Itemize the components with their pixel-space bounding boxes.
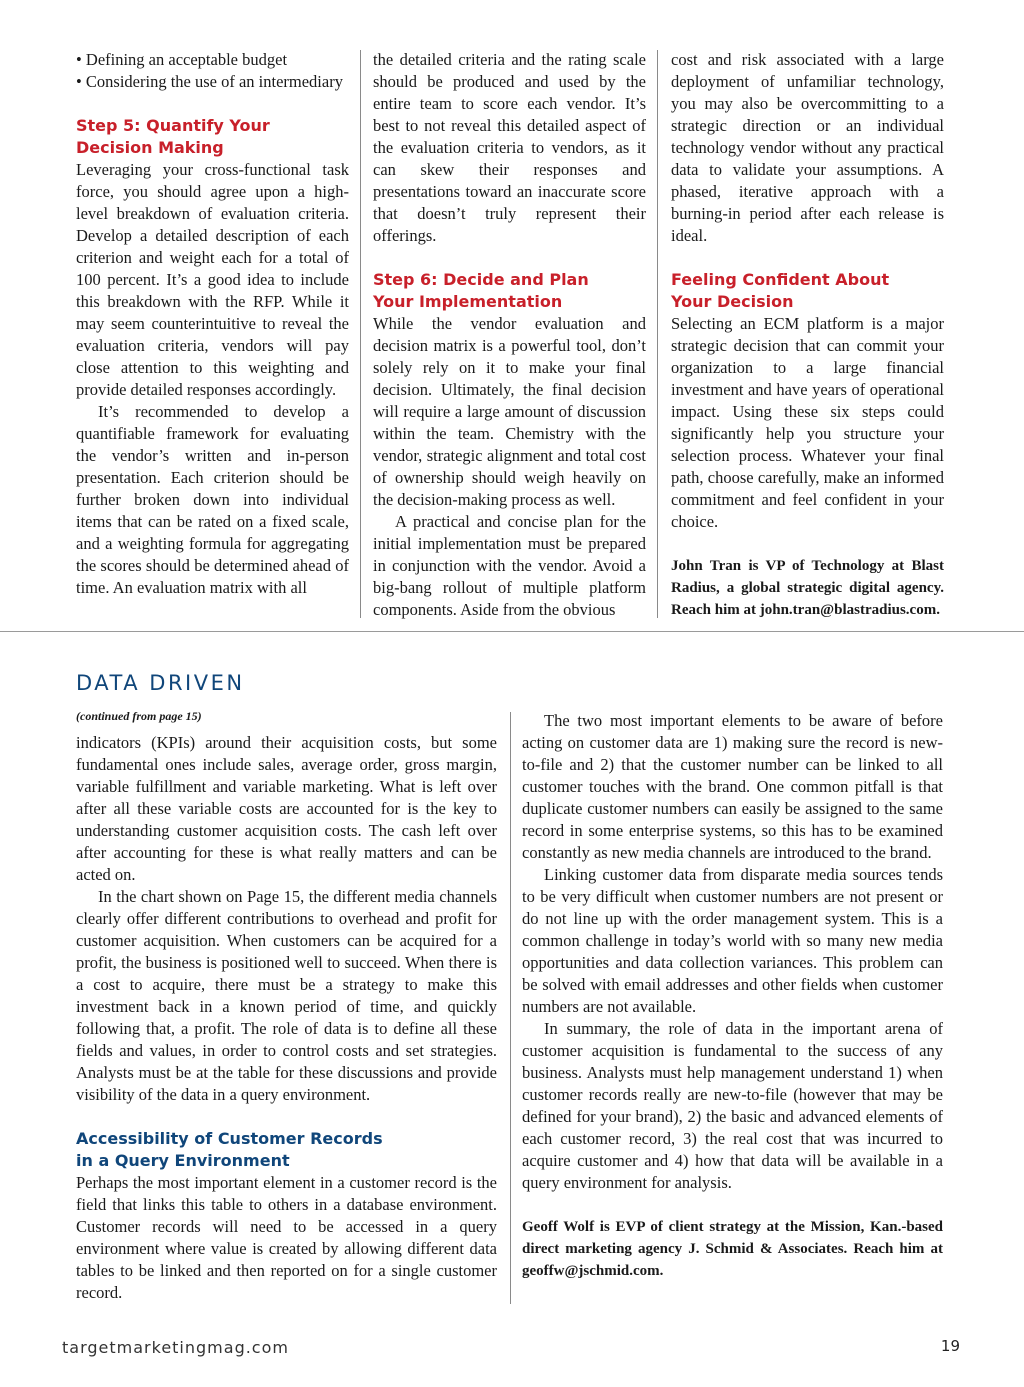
confidence-heading: Feeling Confident About Your Decision [671, 270, 890, 311]
paragraph: cost and risk associated with a large deployment of unfamiliar technology, you may also be overcommitting to a strategic direction or an individual technology vendor without any practical data to validate your assumptions. A phased, iterative approach with a burning-in period after each release is ideal. [671, 50, 944, 245]
paragraph: Selecting an ECM platform is a major strategic decision that can commit your organization to a large financial investment and have years of operational impact. Using these six steps could significantly help you structure your selection process. Whatever your final path, choose carefully, make an informed commitment and feel confident in your choice. [671, 314, 944, 531]
footer-site-url: targetmarketingmag.com [62, 1338, 289, 1357]
section-title: DATA DRIVEN [76, 671, 245, 695]
paragraph: the detailed criteria and the rating scale should be produced and used by the entire team to score each vendor. It’s best to not reveal this detailed aspect of the evaluation criteria to vendors, as it can skew their responses and presentations toward an inaccurate score that doesn’t truly represent their offerings. [373, 50, 646, 245]
author-bio: John Tran is VP of Technology at Blast Radius, a global strategic digital agency. Reach him at john.tran@blastradius.com. [671, 558, 944, 618]
bottom-column-1 [76, 732, 497, 1304]
page-number: 19 [940, 1337, 960, 1355]
paragraph: A practical and concise plan for the initial implementation must be prepared in conjunction with the vendor. Avoid a big-bang rollout of multiple platform components. Aside from the obvious [373, 512, 646, 619]
top-column-2 [373, 49, 646, 621]
bottom-column-2 [522, 710, 943, 1282]
continued-note: (continued from page 15) [76, 709, 202, 723]
paragraph: Leveraging your cross-functional task force, you should agree upon a high-level breakdown of evaluation criteria. Develop a detailed description of each criterion and weight each for a total of 100 percent. It’s a good idea to include this breakdown with the RFP. While it may seem counterintuitive to reveal the evaluation criteria, vendors will pay close attention to this weighting and provide detailed responses accordingly. [76, 160, 349, 399]
step5-heading: Step 5: Quantify Your Decision Making [76, 116, 270, 157]
paragraph: The two most important elements to be aware of before acting on customer data are 1) making sure the record is new-to-file and 2) that the customer number can be linked to all customer touches with the brand. One common pitfall is that duplicate customer numbers can easily be assigned to the same record in some enterprise systems, so this has to be examined constantly as new media channels are introduced to the brand. [522, 711, 943, 862]
accessibility-heading: Accessibility of Customer Records in a Query Environment [76, 1129, 383, 1170]
top-column-1 [76, 49, 349, 599]
author-bio: Geoff Wolf is EVP of client strategy at the Mission, Kan.-based direct marketing agency J. Schmid & Associates. Reach him at geoffw@jschmid.com. [522, 1219, 943, 1279]
paragraph: Linking customer data from disparate media sources tends to be very difficult when customer numbers are not present or do not line up with the order management system. This is a common challenge in today’s world with so many new media opportunities and data collection variances. This problem can be solved with email addresses and other fields when customer numbers are not available. [522, 865, 943, 1016]
paragraph: indicators (KPIs) around their acquisition costs, but some fundamental ones include sales, average order, gross margin, variable fulfillment and variable marketing. What is left over after all these variable costs are accounted for is the key to understanding customer acquisition costs. The cash left over after accounting for these is what really matters and can be acted on. [76, 733, 497, 884]
bullet-item: • Considering the use of an intermediary [76, 71, 349, 93]
bullet-list [76, 49, 349, 93]
step6-heading: Step 6: Decide and Plan Your Implementation [373, 270, 589, 311]
top-column-3 [671, 49, 944, 621]
paragraph: In the chart shown on Page 15, the different media channels clearly offer different contributions to overhead and profit for customer acquisition. When customers can be acquired for a profit, the business is positioned well to succeed. When there is a cost to acquire, there must be a strategy to make this investment back in a known period of time, and quickly following that, a profit. The role of data is to define all these fields and values, in order to control costs and set strategies. Analysts must be at the table for these discussions and provide visibility of the data in a query environment. [76, 887, 497, 1104]
paragraph: It’s recommended to develop a quantifiable framework for evaluating the vendor’s written and in-person presentation. Each criterion should be further broken down into individual items that can be rated on a fixed scale, and a weighting formula for aggregating the scores should be determined ahead of time. An evaluation matrix with all [76, 402, 349, 597]
paragraph: While the vendor evaluation and decision matrix is a powerful tool, don’t solely rely on it to make your final decision. Ultimately, the final decision will require a large amount of discussion within the team. Chemistry with the vendor, strategic alignment and total cost of ownership should weigh heavily on the decision-making process as well. [373, 314, 646, 509]
section-divider [0, 631, 1024, 632]
column-divider [510, 712, 511, 1304]
paragraph: Perhaps the most important element in a customer record is the field that links this table to others in a database environment. Customer records will need to be accessed in a query environment where value is created by allowing different data tables to be linked and then reported on for a single customer record. [76, 1173, 497, 1302]
column-divider [657, 50, 658, 618]
bullet-item: • Defining an acceptable budget [76, 49, 349, 71]
paragraph: In summary, the role of data in the important arena of customer acquisition is fundamental to the success of any business. Analysts must help management understand 1) when customer records really are new-to-file (however that may be defined for your brand), 2) the basic and advanced elements of each customer record, 3) the real cost that was incurred to acquire customer and 4) how that data will be available in a query environment for analysis. [522, 1019, 943, 1192]
column-divider [360, 50, 361, 618]
